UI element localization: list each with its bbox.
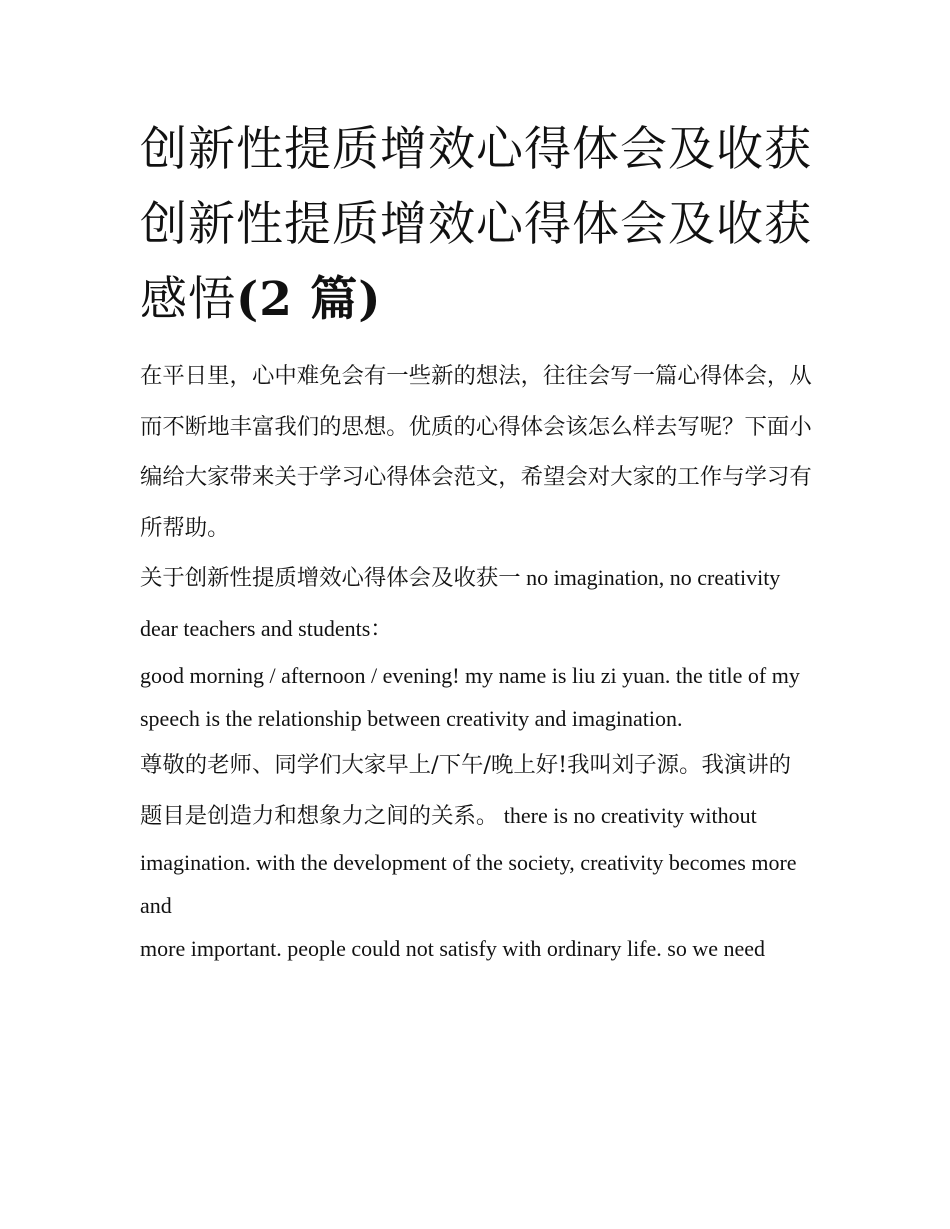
section-1-cn-text: 关于创新性提质增效心得体会及收获一 bbox=[140, 565, 521, 591]
title-main-text: 创新性提质增效心得体会及收获 创新性提质增效心得体会及收获感悟 bbox=[140, 122, 812, 327]
speech-line-2: speech is the relationship between creativity and imagination. bbox=[140, 706, 683, 731]
document-page bbox=[140, 112, 812, 970]
document-title bbox=[140, 112, 812, 337]
title-suffix-text: (2 篇) bbox=[236, 272, 382, 327]
translation-en-tail: there is no creativity without bbox=[498, 802, 757, 828]
speech-line-3: imagination. with the development of the society, creativity becomes more and bbox=[140, 850, 797, 918]
section-1-en-text: no imagination, no creativity dear teachers and students： bbox=[140, 565, 781, 641]
chinese-translation-paragraph bbox=[140, 740, 812, 841]
intro-paragraph: 在平日里，心中难免会有一些新的想法，往往会写一篇心得体会，从而不断地丰富我们的思想。优质的心得体会该怎么样去写呢？下面小编给大家带来关于学习心得体会范文，希望会对大家的工作与学习有所帮助。 bbox=[140, 363, 812, 541]
section-1-heading bbox=[140, 553, 812, 654]
chinese-translation-text: 尊敬的老师、同学们大家早上/下午/晚上好!我叫刘子源。我演讲的题目是创造力和想象力之间的关系。 bbox=[140, 752, 792, 829]
speech-line-1: good morning / afternoon / evening! my name is liu zi yuan. the title of my bbox=[140, 663, 800, 688]
speech-line-4: more important. people could not satisfy with ordinary life. so we need bbox=[140, 936, 766, 961]
